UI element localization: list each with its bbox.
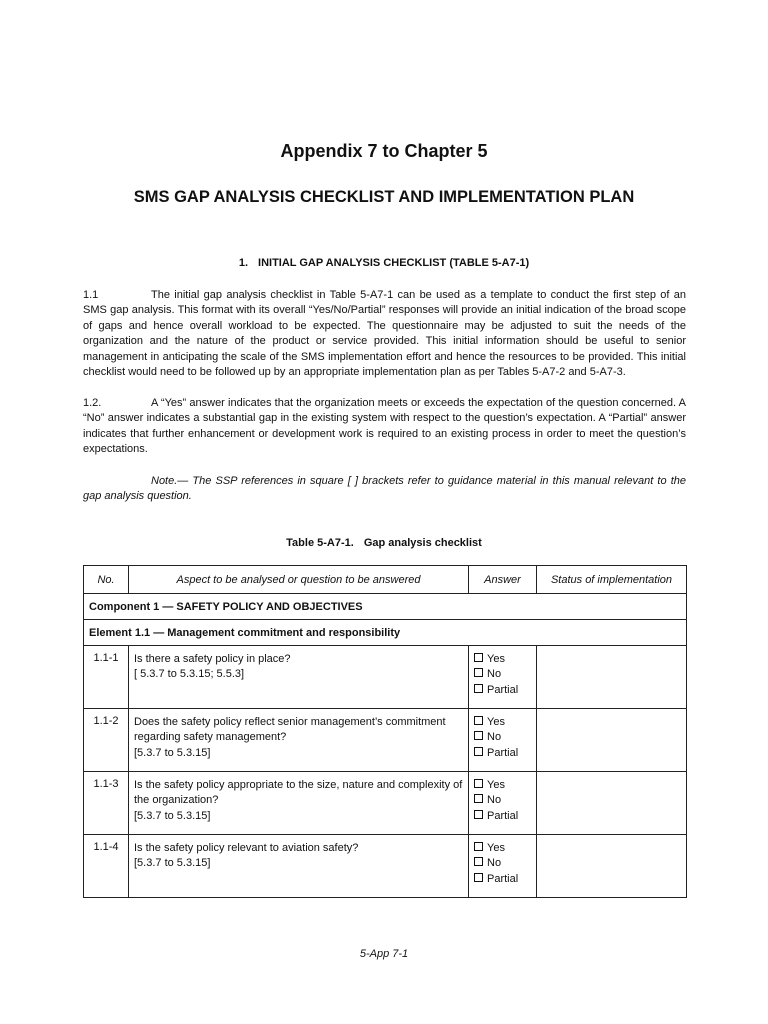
table-row [84, 835, 687, 898]
element-label: Element 1.1 — Management commitment and responsibility [84, 620, 687, 646]
answer-partial-label: Partial [487, 809, 519, 822]
section-heading-text: INITIAL GAP ANALYSIS CHECKLIST (TABLE 5-A7-1) [258, 257, 530, 269]
answer-yes-option[interactable] [474, 778, 536, 793]
component-row [84, 594, 687, 620]
answer-yes-label: Yes [487, 653, 505, 665]
header-no: No. [84, 566, 129, 594]
answer-no-label: No [487, 731, 502, 744]
section-number: 1. [238, 257, 249, 269]
checkbox-icon[interactable] [474, 716, 483, 725]
status-cell[interactable] [537, 835, 687, 898]
answer-cell [469, 709, 537, 772]
table-caption-number: Table 5-A7-1. [286, 537, 354, 549]
answer-partial-label: Partial [487, 683, 519, 696]
answer-no-option[interactable] [474, 856, 536, 871]
row-reference: [5.3.7 to 5.3.15] [134, 809, 211, 822]
table-row [84, 646, 687, 709]
answer-cell [469, 646, 537, 709]
answer-partial-option[interactable] [474, 809, 536, 824]
row-reference: [ 5.3.7 to 5.3.15; 5.5.3] [134, 668, 245, 681]
appendix-title: Appendix 7 to Chapter 5 [280, 141, 488, 161]
row-question-cell [129, 835, 469, 898]
paragraph-number: 1.1 [83, 289, 99, 301]
checkbox-icon[interactable] [474, 668, 483, 677]
paragraph-text: The initial gap analysis checklist in Table 5-A7-1 can be used as a template to conduct the first step of an SMS gap analysis. This format with its overall “Yes/No/Partial” responses will provide an initial indication of the broad scope of gaps and hence overall workload to be expected. The questionnaire may be adjusted to suit the needs of the organization and the nature of the product or service provided. This initial information should be useful to senior management in anticipating the scale of the SMS implementation effort and hence the resources to be provided. This initial checklist would need to be followed up by an appropriate implementation plan as per Tables 5-A7-2 and 5-A7-3. [83, 289, 686, 379]
answer-partial-option[interactable] [474, 683, 536, 698]
note-paragraph [83, 474, 686, 505]
answer-yes-label: Yes [487, 842, 505, 854]
answer-yes-label: Yes [487, 716, 505, 728]
checkbox-icon[interactable] [474, 684, 483, 693]
page-footer: 5-App 7-1 [359, 948, 409, 960]
table-row [84, 772, 687, 835]
row-question: Is the safety policy appropriate to the size, nature and complexity of the organization? [134, 779, 463, 807]
answer-cell [469, 772, 537, 835]
answer-no-label: No [487, 794, 502, 807]
answer-no-label: No [487, 857, 502, 870]
header-status: Status of implementation [537, 566, 687, 594]
row-number: 1.1-2 [84, 709, 129, 772]
document-title: SMS GAP ANALYSIS CHECKLIST AND IMPLEMENTATION PLAN [133, 188, 635, 206]
answer-cell [469, 835, 537, 898]
header-aspect: Aspect to be analysed or question to be answered [129, 566, 469, 594]
checkbox-icon[interactable] [474, 653, 483, 662]
checkbox-icon[interactable] [474, 873, 483, 882]
note-text: Note.— The SSP references in square [ ] brackets refer to guidance material in this manual relevant to the gap analysis question. [83, 475, 686, 503]
checkbox-icon[interactable] [474, 779, 483, 788]
section-heading [0, 257, 768, 269]
row-reference: [5.3.7 to 5.3.15] [134, 857, 211, 870]
row-question: Is the safety policy relevant to aviation safety? [134, 842, 359, 854]
answer-no-label: No [487, 668, 502, 681]
table-caption-title: Gap analysis checklist [363, 537, 482, 549]
status-cell[interactable] [537, 709, 687, 772]
row-number: 1.1-1 [84, 646, 129, 709]
answer-yes-option[interactable] [474, 652, 536, 667]
paragraph-text: A “Yes” answer indicates that the organization meets or exceeds the expectation of the question concerned. A “No” answer indicates a substantial gap in the existing system with respect to the question’s expectation. A “Partial” answer indicates that further enhancement or development work is required to an existing process in order to meet the question’s expectations. [83, 397, 686, 456]
paragraph-1-1 [83, 288, 686, 380]
row-number: 1.1-3 [84, 772, 129, 835]
answer-no-option[interactable] [474, 793, 536, 808]
answer-no-option[interactable] [474, 730, 536, 745]
table-caption [0, 537, 768, 549]
checkbox-icon[interactable] [474, 747, 483, 756]
row-reference: [5.3.7 to 5.3.15] [134, 746, 211, 759]
answer-yes-label: Yes [487, 779, 505, 791]
row-question-cell [129, 646, 469, 709]
answer-yes-option[interactable] [474, 715, 536, 730]
gap-analysis-table [83, 565, 687, 898]
checkbox-icon[interactable] [474, 731, 483, 740]
answer-no-option[interactable] [474, 667, 536, 682]
row-question: Does the safety policy reflect senior management’s commitment regarding safety management? [134, 716, 446, 744]
answer-partial-label: Partial [487, 872, 519, 885]
status-cell[interactable] [537, 772, 687, 835]
row-number: 1.1-4 [84, 835, 129, 898]
header-answer: Answer [469, 566, 537, 594]
answer-yes-option[interactable] [474, 841, 536, 856]
component-label: Component 1 — SAFETY POLICY AND OBJECTIVES [84, 594, 687, 620]
row-question-cell [129, 772, 469, 835]
table-row [84, 709, 687, 772]
checkbox-icon[interactable] [474, 810, 483, 819]
answer-partial-label: Partial [487, 746, 519, 759]
table-header-row [84, 566, 687, 594]
answer-partial-option[interactable] [474, 746, 536, 761]
row-question: Is there a safety policy in place? [134, 653, 291, 665]
checkbox-icon[interactable] [474, 794, 483, 803]
row-question-cell [129, 709, 469, 772]
element-row [84, 620, 687, 646]
checkbox-icon[interactable] [474, 857, 483, 866]
status-cell[interactable] [537, 646, 687, 709]
answer-partial-option[interactable] [474, 872, 536, 887]
paragraph-number: 1.2. [83, 397, 102, 409]
checkbox-icon[interactable] [474, 842, 483, 851]
paragraph-1-2 [83, 396, 686, 458]
